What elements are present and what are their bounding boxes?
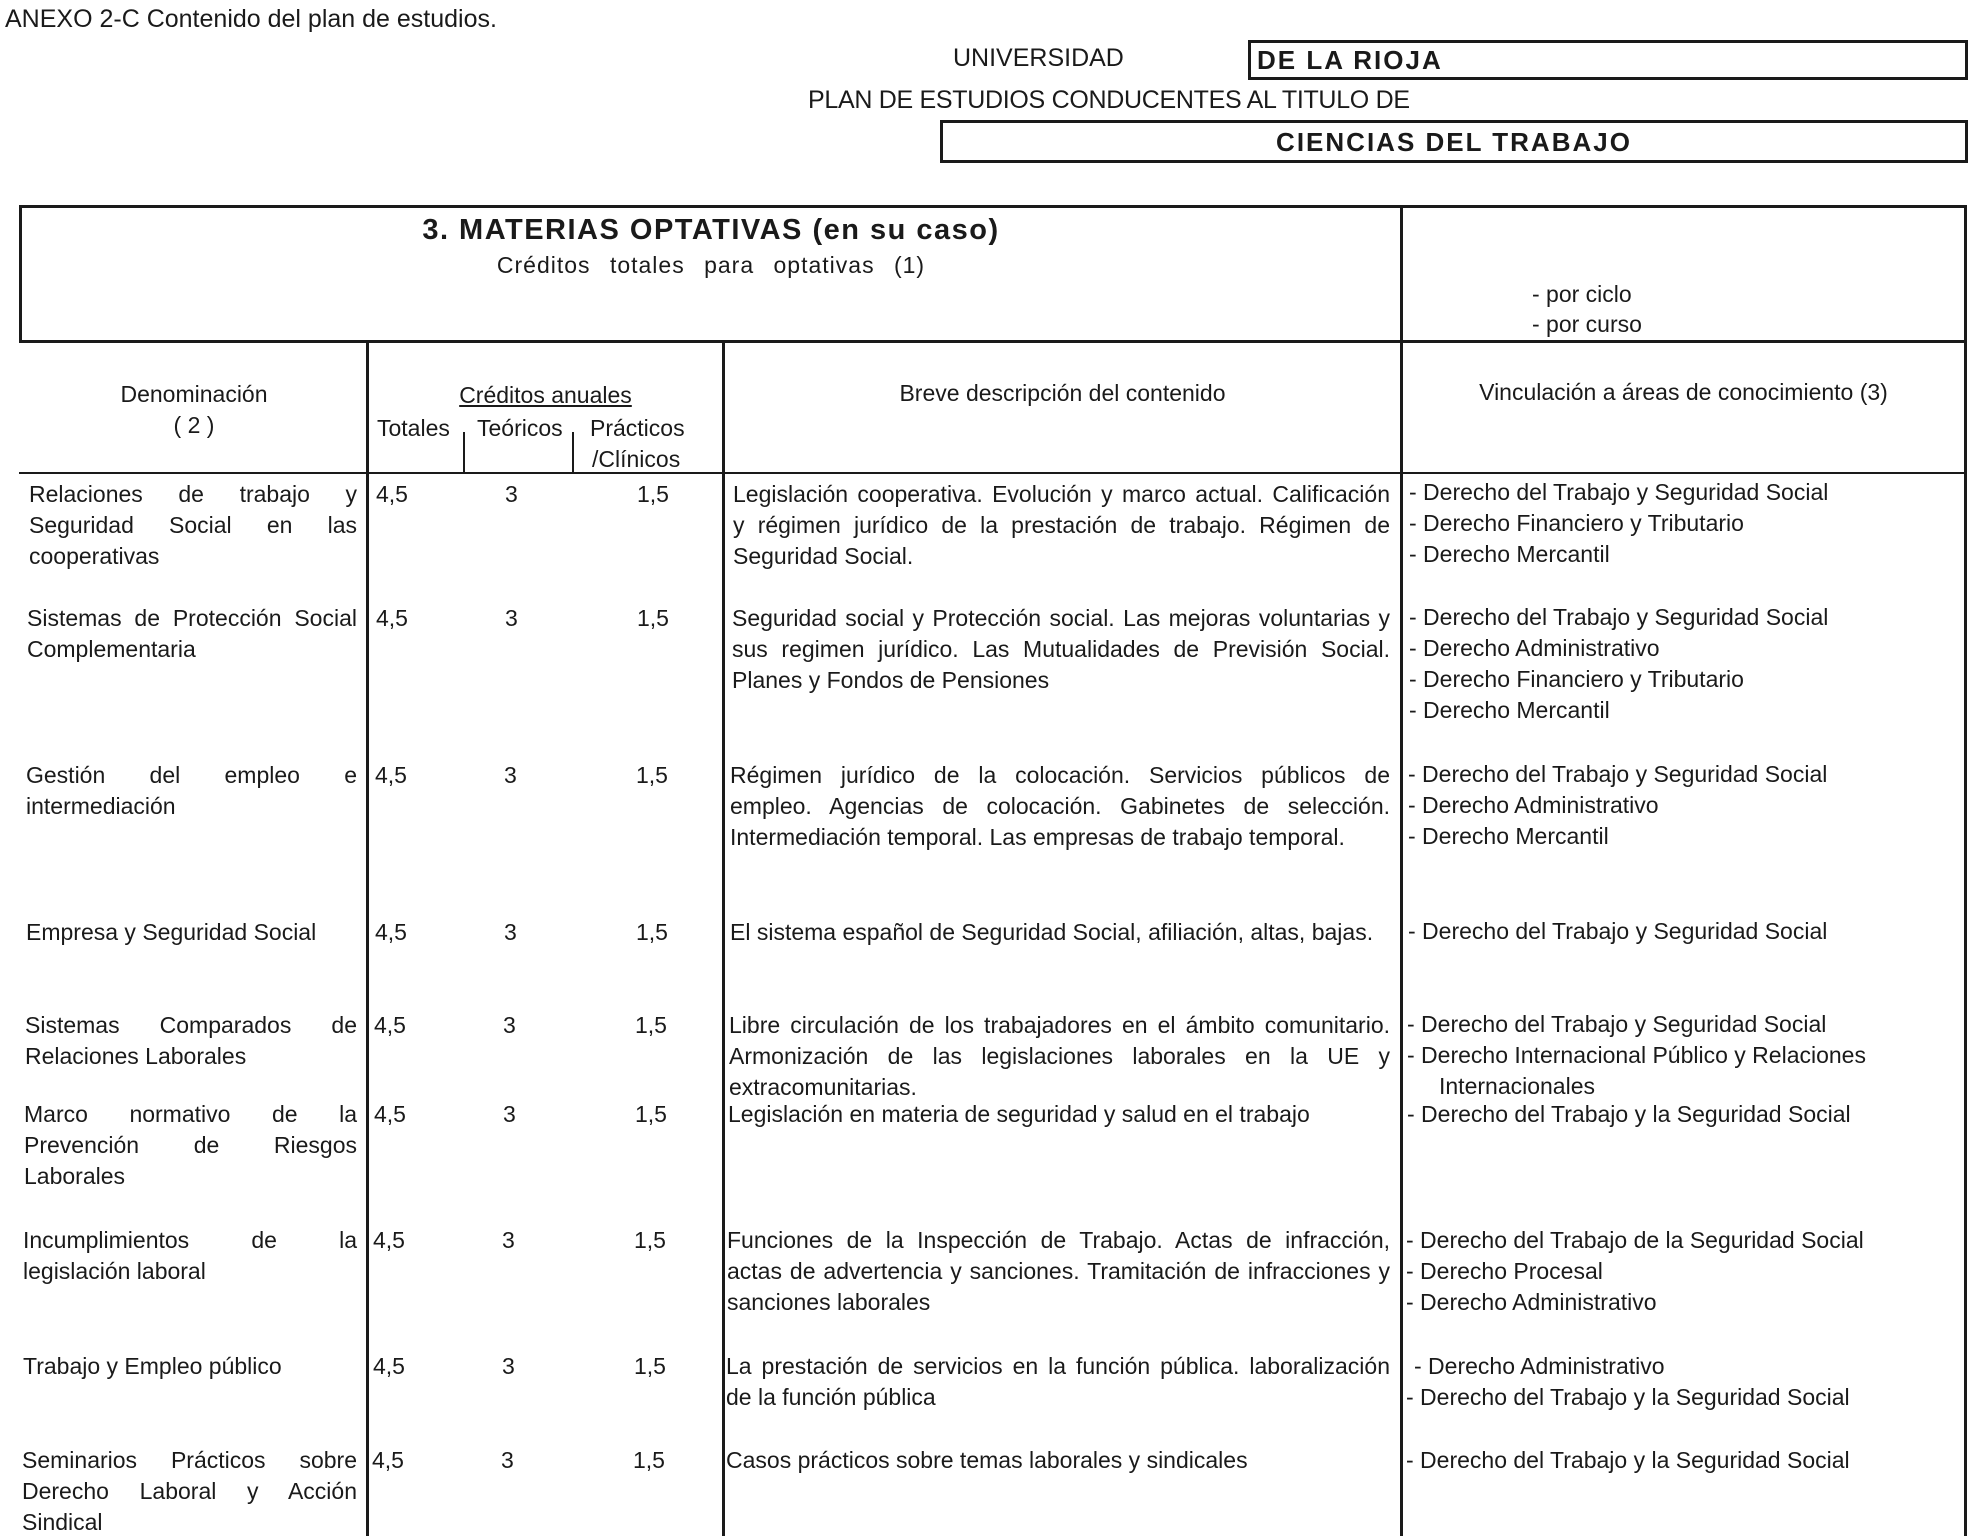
row-2-teoricos: 3: [505, 605, 518, 631]
row-8-totales: 4,5: [373, 1353, 405, 1379]
header-denominacion-note: ( 2 ): [173, 412, 215, 438]
row-4-teoricos: 3: [504, 919, 517, 945]
university-value: DE LA RIOJA: [1257, 45, 1443, 75]
row-5-name: Sistemas Comparados de Relaciones Laborales: [25, 1012, 357, 1069]
por-curso-label: - por curso: [1532, 311, 1642, 337]
row-2-totales: 4,5: [376, 605, 408, 631]
col-sep-teoricos: [572, 432, 574, 474]
row-5-practicos: 1,5: [635, 1012, 667, 1038]
area-line: - Derecho Financiero y Tributario: [1409, 666, 1744, 692]
area-line: - Derecho del Trabajo y Seguridad Social: [1409, 479, 1829, 505]
row-2-practicos: 1,5: [637, 605, 669, 631]
header-totales: Totales: [377, 415, 450, 441]
row-5-totales: 4,5: [374, 1012, 406, 1038]
table-right-border: [1964, 205, 1967, 1536]
col-sep-desc: [722, 340, 725, 1536]
row-5-areas: [1407, 1009, 1960, 1102]
area-line: - Derecho del Trabajo y Seguridad Social: [1408, 761, 1828, 787]
row-9-practicos: 1,5: [633, 1447, 665, 1473]
row-5-desc: Libre circulación de los trabajadores en el ámbito comunitario. Armonización de las legislaciones laborales en la UE y extracomunitarias.: [729, 1012, 1390, 1100]
row-1-desc: Legislación cooperativa. Evolución y marco actual. Calificación y régimen jurídico de la prestación de trabajo. Régimen de Seguridad Social.: [733, 481, 1390, 569]
row-7-totales: 4,5: [373, 1227, 405, 1253]
row-4-desc: El sistema español de Seguridad Social, afiliación, altas, bajas.: [730, 919, 1374, 945]
row-1-name: Relaciones de trabajo y Seguridad Social en las cooperativas: [29, 481, 357, 569]
col-sep-totales: [463, 432, 465, 474]
row-3-areas: [1408, 759, 1958, 852]
row-6-name: Marco normativo de la Prevención de Riesgos Laborales: [24, 1101, 357, 1189]
area-line: - Derecho del Trabajo y Seguridad Social: [1407, 1011, 1827, 1037]
row-7-name: Incumplimientos de la legislación laboral: [23, 1227, 357, 1284]
row-3-name: Gestión del empleo e intermediación: [26, 762, 357, 819]
row-7-teoricos: 3: [502, 1227, 515, 1253]
header-teoricos: Teóricos: [477, 415, 563, 441]
row-1-practicos: 1,5: [637, 481, 669, 507]
row-2-name: Sistemas de Protección Social Complementaria: [27, 605, 357, 662]
row-6-totales: 4,5: [374, 1101, 406, 1127]
area-line: - Derecho Mercantil: [1409, 541, 1610, 567]
header-clinicos: /Clínicos: [592, 446, 681, 472]
area-line: - Derecho del Trabajo y la Seguridad Social: [1406, 1447, 1850, 1473]
area-line: - Derecho Mercantil: [1408, 823, 1609, 849]
university-value-box: [1248, 40, 1968, 80]
area-line: - Derecho Administrativo: [1406, 1289, 1657, 1315]
row-6-teoricos: 3: [503, 1101, 516, 1127]
header-descripcion: Breve descripción del contenido: [899, 380, 1226, 406]
credits-total-label: Créditos totales para optativas (1): [496, 252, 926, 278]
row-4-totales: 4,5: [375, 919, 407, 945]
row-3-totales: 4,5: [375, 762, 407, 788]
header-creditos-anuales: Créditos anuales: [459, 382, 632, 408]
row-4-name: Empresa y Seguridad Social: [26, 919, 317, 945]
university-label: UNIVERSIDAD: [953, 44, 1124, 72]
row-9-areas: [1406, 1445, 1961, 1476]
degree-title-box: [940, 120, 1968, 163]
area-line: - Derecho del Trabajo y Seguridad Social: [1408, 918, 1828, 944]
area-line: - Derecho Administrativo: [1414, 1353, 1665, 1379]
area-line: - Derecho del Trabajo y Seguridad Social: [1409, 604, 1829, 630]
area-line: Internacionales: [1439, 1073, 1595, 1099]
row-1-areas: [1409, 477, 1959, 570]
table-top-border: [19, 205, 1967, 208]
row-4-areas: [1408, 916, 1958, 947]
row-8-teoricos: 3: [502, 1353, 515, 1379]
row-9-name: Seminarios Prácticos sobre Derecho Laboral y Acción Sindical: [22, 1447, 357, 1535]
row-7-desc: Funciones de la Inspección de Trabajo. Actas de infracción, actas de advertencia y sanciones. Tramitación de infracciones y sanciones laborales: [727, 1227, 1390, 1315]
area-line: - Derecho Financiero y Tributario: [1409, 510, 1744, 536]
por-ciclo-label: - por ciclo: [1532, 281, 1632, 307]
row-8-name: Trabajo y Empleo público: [23, 1353, 282, 1379]
annex-title: ANEXO 2-C Contenido del plan de estudios.: [5, 5, 497, 33]
row-3-desc: Régimen jurídico de la colocación. Servicios públicos de empleo. Agencias de colocación. Gabinetes de selección. Intermediación temporal. Las empresas de trabajo temporal.: [730, 762, 1390, 850]
row-8-areas: [1406, 1351, 1961, 1413]
row-8-practicos: 1,5: [634, 1353, 666, 1379]
section-title: 3. MATERIAS OPTATIVAS (en su caso): [422, 214, 1000, 246]
row-8-desc: La prestación de servicios en la función pública. laboralización de la función pública: [726, 1353, 1390, 1410]
area-line: - Derecho del Trabajo de la Seguridad Social: [1406, 1227, 1864, 1253]
header-practicos: Prácticos: [590, 415, 685, 441]
row-7-practicos: 1,5: [634, 1227, 666, 1253]
area-line: - Derecho Internacional Público y Relaciones: [1407, 1042, 1866, 1068]
row-7-areas: [1406, 1225, 1961, 1318]
area-line: - Derecho del Trabajo y la Seguridad Social: [1407, 1101, 1851, 1127]
section-header-divider: [19, 340, 1967, 343]
area-line: - Derecho Administrativo: [1408, 792, 1659, 818]
header-vinculacion: Vinculación a áreas de conocimiento (3): [1479, 379, 1888, 405]
column-header-divider: [19, 472, 1967, 474]
row-3-practicos: 1,5: [636, 762, 668, 788]
row-6-practicos: 1,5: [635, 1101, 667, 1127]
col-sep-name: [366, 340, 369, 1536]
row-9-totales: 4,5: [372, 1447, 404, 1473]
area-line: - Derecho Procesal: [1406, 1258, 1603, 1284]
row-2-desc: Seguridad social y Protección social. Las mejoras voluntarias y sus regimen jurídico. Las Mutualidades de Previsión Social. Planes y Fondos de Pensiones: [732, 605, 1390, 693]
row-6-desc: Legislación en materia de seguridad y salud en el trabajo: [728, 1101, 1310, 1127]
row-6-areas: [1407, 1099, 1957, 1130]
area-line: - Derecho Administrativo: [1409, 635, 1660, 661]
row-9-teoricos: 3: [501, 1447, 514, 1473]
plan-label: PLAN DE ESTUDIOS CONDUCENTES AL TITULO DE: [808, 86, 1410, 114]
row-1-totales: 4,5: [376, 481, 408, 507]
area-line: - Derecho del Trabajo y la Seguridad Social: [1406, 1384, 1850, 1410]
header-denominacion: Denominación: [120, 381, 268, 407]
row-3-teoricos: 3: [504, 762, 517, 788]
row-1-teoricos: 3: [505, 481, 518, 507]
area-line: - Derecho Mercantil: [1409, 697, 1610, 723]
row-2-areas: [1409, 602, 1959, 726]
degree-title: CIENCIAS DEL TRABAJO: [1276, 127, 1632, 157]
row-9-desc: Casos prácticos sobre temas laborales y sindicales: [726, 1447, 1248, 1473]
row-5-teoricos: 3: [503, 1012, 516, 1038]
row-4-practicos: 1,5: [636, 919, 668, 945]
